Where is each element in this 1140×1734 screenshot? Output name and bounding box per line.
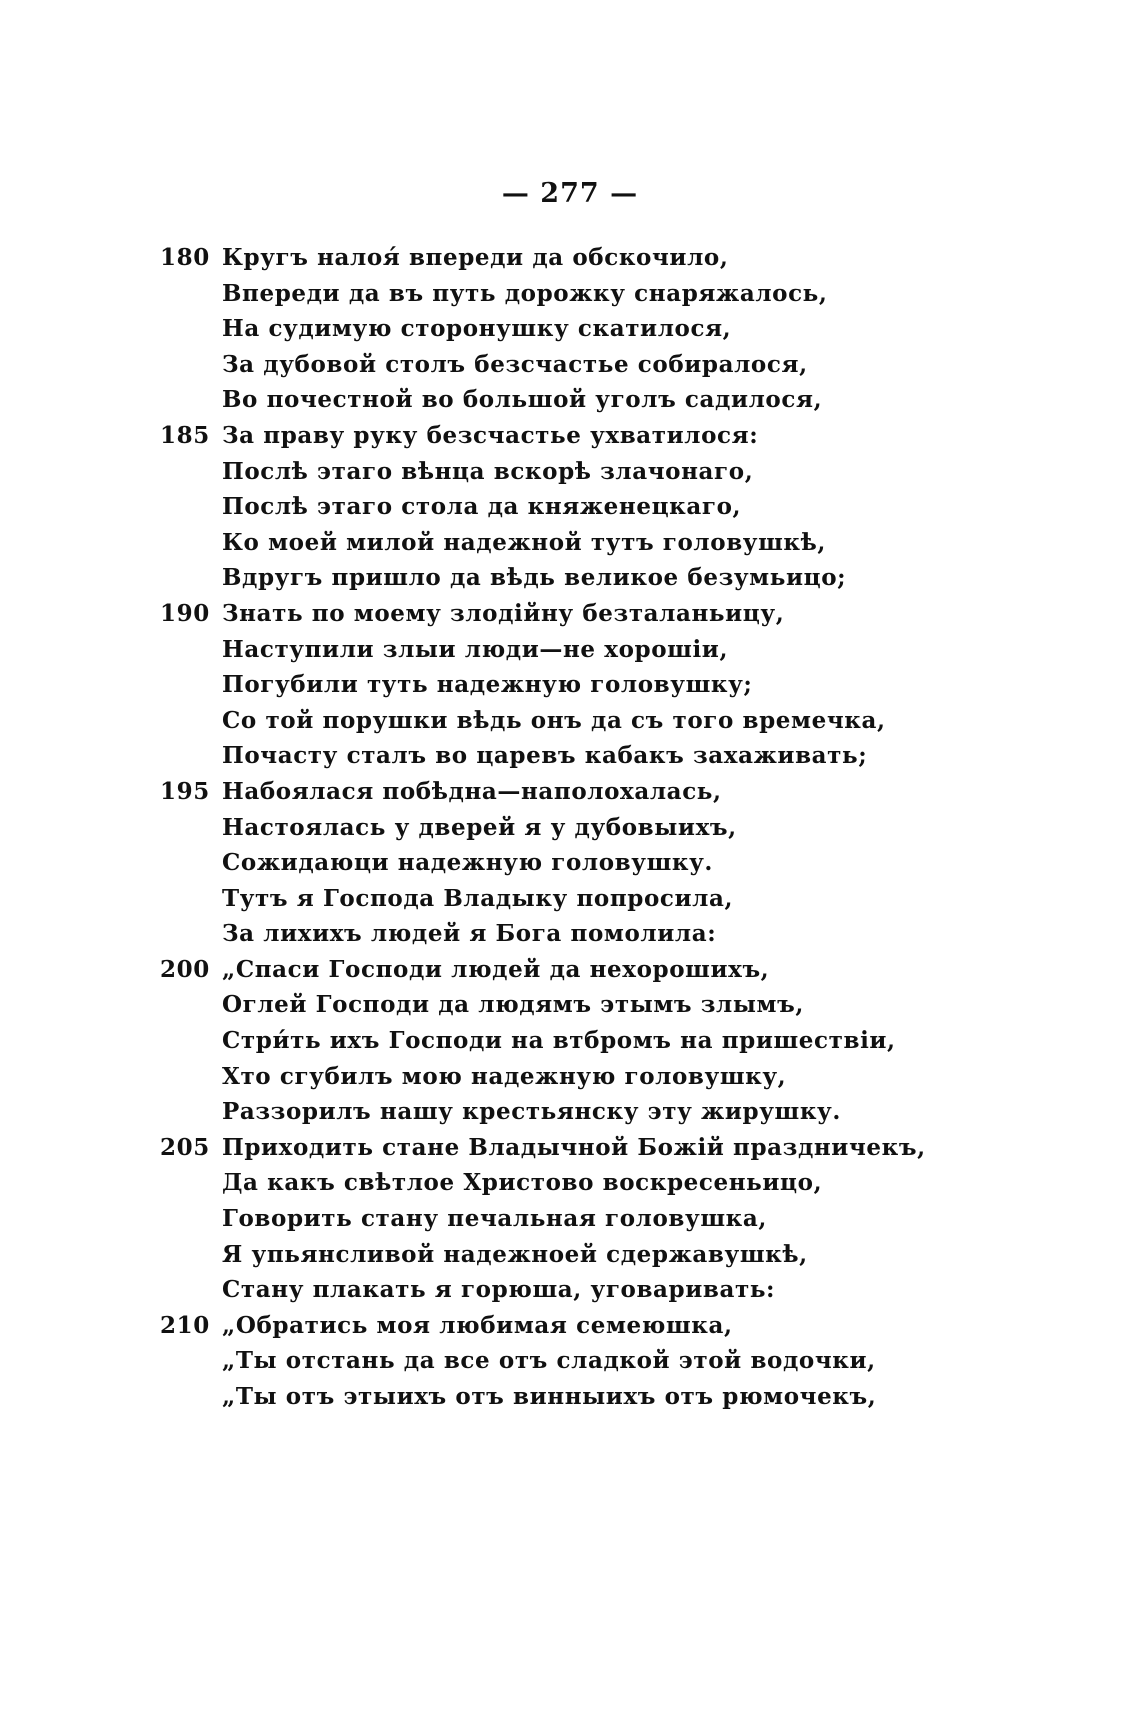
poem-line — [160, 1272, 1060, 1308]
line-text: Послѣ этаго вѣнца вскорѣ злачонаго, — [222, 457, 754, 485]
poem-line — [160, 240, 1060, 276]
poem-line — [160, 454, 1060, 490]
poem-line — [160, 1023, 1060, 1059]
line-text: Наступили злыи люди—не хорошіи, — [222, 635, 729, 663]
line-number: 185 — [160, 421, 210, 449]
poem-line — [160, 881, 1060, 917]
poem-line — [160, 774, 1060, 810]
poem-line — [160, 1165, 1060, 1201]
line-number: 180 — [160, 244, 210, 271]
page-number: — 277 — — [501, 178, 639, 209]
poem-line — [160, 347, 1060, 383]
poem-line — [160, 525, 1060, 561]
line-text: Во почестной во большой уголъ садилося, — [222, 386, 823, 414]
line-text: Хто сгубилъ мою надежную головушку, — [222, 1062, 787, 1090]
poem-line — [160, 952, 1060, 988]
poem-line — [160, 703, 1060, 739]
poem-line — [160, 418, 1060, 454]
poem-line — [160, 1343, 1060, 1379]
poem-line — [160, 845, 1060, 881]
poem-line — [160, 738, 1060, 774]
poem-line — [160, 1379, 1060, 1415]
line-number: 190 — [160, 599, 210, 627]
line-text: Раззорилъ нашу крестьянску эту жирушку. — [222, 1098, 841, 1126]
poem-line — [160, 1094, 1060, 1130]
line-text: Послѣ этаго стола да княженецкаго, — [222, 493, 742, 521]
poem-line — [160, 667, 1060, 703]
line-number: 210 — [160, 1311, 210, 1339]
poem-line — [160, 1308, 1060, 1344]
poem-line — [160, 311, 1060, 347]
line-text: Настоялась у дверей я у дубовыихъ, — [222, 813, 737, 841]
line-text: Почасту сталъ во царевъ кабакъ захаживать; — [222, 742, 868, 770]
line-number: 195 — [160, 777, 210, 805]
line-text: Со той порушки вѣдь онъ да съ того времечка, — [222, 706, 886, 734]
poem-line — [160, 596, 1060, 632]
line-text: За дубовой столъ безсчастье собиралося, — [222, 350, 808, 378]
line-text: Да какъ свѣтлое Христово воскресеньицо, — [222, 1169, 823, 1197]
line-text: За лихихъ людей я Бога помолила: — [222, 920, 717, 948]
line-text: Сожидаюци надежную головушку. — [222, 849, 714, 877]
poem-line — [160, 560, 1060, 596]
poem-line — [160, 1237, 1060, 1273]
line-text: Стри́ть ихъ Господи на втбромъ на пришествіи, — [222, 1027, 896, 1055]
line-text: Говорить стану печальная головушка, — [222, 1205, 767, 1233]
line-number: 200 — [160, 955, 210, 983]
line-text: Оглей Господи да людямъ этымъ злымъ, — [222, 991, 804, 1019]
poem-line — [160, 987, 1060, 1023]
line-text: Впереди да въ путь дорожку снаряжалось, — [222, 279, 828, 307]
poem-line — [160, 632, 1060, 668]
line-text: Кругъ налоя́ впереди да обскочило, — [222, 244, 729, 271]
line-text: Знать по моему злодійну безталаньицу, — [222, 599, 785, 627]
line-text: Вдругъ пришло да вѣдь великое безумьицо; — [222, 564, 847, 592]
line-text: Я упьянсливой надежноей сдержавушкѣ, — [222, 1240, 808, 1268]
poem-line — [160, 276, 1060, 312]
line-text: „Ты отстань да все отъ сладкой этой водочки, — [222, 1347, 876, 1375]
poem-line — [160, 382, 1060, 418]
poem-line — [160, 489, 1060, 525]
line-text: Стану плакать я горюша, уговаривать: — [222, 1276, 776, 1304]
poem-line — [160, 1130, 1060, 1166]
poem-line — [160, 1059, 1060, 1095]
line-text: „Обратись моя любимая семеюшка, — [222, 1311, 733, 1339]
line-text: Приходить стане Владычной Божій праздничекъ, — [222, 1133, 926, 1161]
line-text: Погубили туть надежную головушку; — [222, 671, 753, 699]
line-text: „Ты отъ этыихъ отъ винныихъ отъ рюмочекъ, — [222, 1383, 877, 1410]
poem-line — [160, 1201, 1060, 1237]
line-text: Набоялася побѣдна—наполохалась, — [222, 777, 722, 805]
line-number: 205 — [160, 1133, 210, 1161]
poem-text — [160, 240, 1060, 1415]
poem-line — [160, 916, 1060, 952]
line-text: „Спаси Господи людей да нехорошихъ, — [222, 955, 770, 983]
line-text: За праву руку безсчастье ухватилося: — [222, 421, 759, 449]
poem-line — [160, 810, 1060, 846]
line-text: На судимую сторонушку скатилося, — [222, 315, 732, 343]
line-text: Ко моей милой надежной тутъ головушкѣ, — [222, 528, 826, 556]
line-text: Тутъ я Господа Владыку попросила, — [222, 884, 734, 912]
